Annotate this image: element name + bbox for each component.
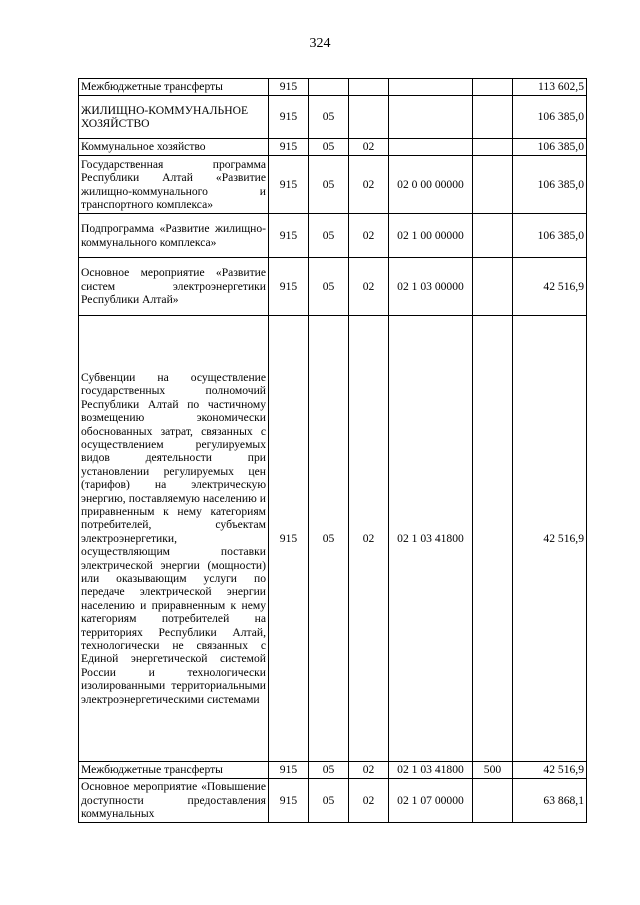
row-name: Подпрограмма «Развитие жилищно-коммунального комплекса»	[79, 214, 269, 258]
row-name: Государственная программа Республики Алтай «Развитие жилищно-коммунального и транспортного комплекса»	[79, 156, 269, 214]
table-row	[79, 79, 587, 96]
subsection-code: 02	[349, 762, 389, 779]
target-article-code: 02 0 00 00000	[389, 156, 473, 214]
subsection-code	[349, 96, 389, 139]
table-row	[79, 96, 587, 139]
row-name: Основное мероприятие «Развитие систем электроэнергетики Республики Алтай»	[79, 258, 269, 316]
grbs-code: 915	[269, 156, 309, 214]
target-article-code: 02 1 03 00000	[389, 258, 473, 316]
grbs-code: 915	[269, 96, 309, 139]
subsection-code: 02	[349, 779, 389, 823]
amount: 106 385,0	[513, 214, 587, 258]
table-row	[79, 316, 587, 762]
section-code: 05	[309, 762, 349, 779]
section-code	[309, 79, 349, 96]
section-code: 05	[309, 316, 349, 762]
amount: 113 602,5	[513, 79, 587, 96]
grbs-code: 915	[269, 79, 309, 96]
amount: 63 868,1	[513, 779, 587, 823]
target-article-code	[389, 79, 473, 96]
expense-type-code	[473, 96, 513, 139]
amount: 42 516,9	[513, 762, 587, 779]
target-article-code: 02 1 00 00000	[389, 214, 473, 258]
section-code: 05	[309, 96, 349, 139]
grbs-code: 915	[269, 762, 309, 779]
row-name: Основное мероприятие «Повышение доступности предоставления коммунальных	[79, 779, 269, 823]
row-name: Субвенции на осуществление государственных полномочий Республики Алтай по частичному возмещению экономически обоснованных затрат, связанных с осуществлением регулируемых видов деятельности при установлении регулируемых цен (тарифов) на электрическую энергию, поставляемую населению и приравненным к нему категориям потребителей, субъектам электроэнергетики, осуществляющим поставки электрической энергии (мощности) или оказывающим услуги по передаче электрической энергии населению и приравненным к нему категориям потребителей на территориях Республики Алтай, технологически не связанных с Единой энергетической системой России и технологически изолированными территориальными электроэнергетическими системами	[79, 316, 269, 762]
section-code: 05	[309, 156, 349, 214]
amount: 42 516,9	[513, 258, 587, 316]
table-row	[79, 156, 587, 214]
expense-type-code	[473, 214, 513, 258]
table-row	[79, 779, 587, 823]
subsection-code: 02	[349, 258, 389, 316]
expense-type-code	[473, 316, 513, 762]
expense-type-code	[473, 79, 513, 96]
expense-type-code: 500	[473, 762, 513, 779]
table-row	[79, 139, 587, 156]
amount: 42 516,9	[513, 316, 587, 762]
row-name: Коммунальное хозяйство	[79, 139, 269, 156]
section-code: 05	[309, 779, 349, 823]
expense-type-code	[473, 258, 513, 316]
subsection-code: 02	[349, 214, 389, 258]
amount: 106 385,0	[513, 156, 587, 214]
row-name: ЖИЛИЩНО-КОММУНАЛЬНОЕ ХОЗЯЙСТВО	[79, 96, 269, 139]
amount: 106 385,0	[513, 139, 587, 156]
section-code: 05	[309, 258, 349, 316]
target-article-code: 02 1 03 41800	[389, 316, 473, 762]
section-code: 05	[309, 214, 349, 258]
grbs-code: 915	[269, 779, 309, 823]
grbs-code: 915	[269, 214, 309, 258]
target-article-code: 02 1 07 00000	[389, 779, 473, 823]
target-article-code: 02 1 03 41800	[389, 762, 473, 779]
table-row	[79, 258, 587, 316]
grbs-code: 915	[269, 139, 309, 156]
amount: 106 385,0	[513, 96, 587, 139]
row-name: Межбюджетные трансферты	[79, 79, 269, 96]
page-number: 324	[309, 36, 331, 51]
section-code: 05	[309, 139, 349, 156]
table-row	[79, 762, 587, 779]
target-article-code	[389, 96, 473, 139]
budget-table	[78, 78, 587, 823]
expense-type-code	[473, 139, 513, 156]
target-article-code	[389, 139, 473, 156]
expense-type-code	[473, 156, 513, 214]
expense-type-code	[473, 779, 513, 823]
table-row	[79, 214, 587, 258]
row-name: Межбюджетные трансферты	[79, 762, 269, 779]
subsection-code: 02	[349, 139, 389, 156]
subsection-code	[349, 79, 389, 96]
subsection-code: 02	[349, 316, 389, 762]
grbs-code: 915	[269, 258, 309, 316]
grbs-code: 915	[269, 316, 309, 762]
subsection-code: 02	[349, 156, 389, 214]
